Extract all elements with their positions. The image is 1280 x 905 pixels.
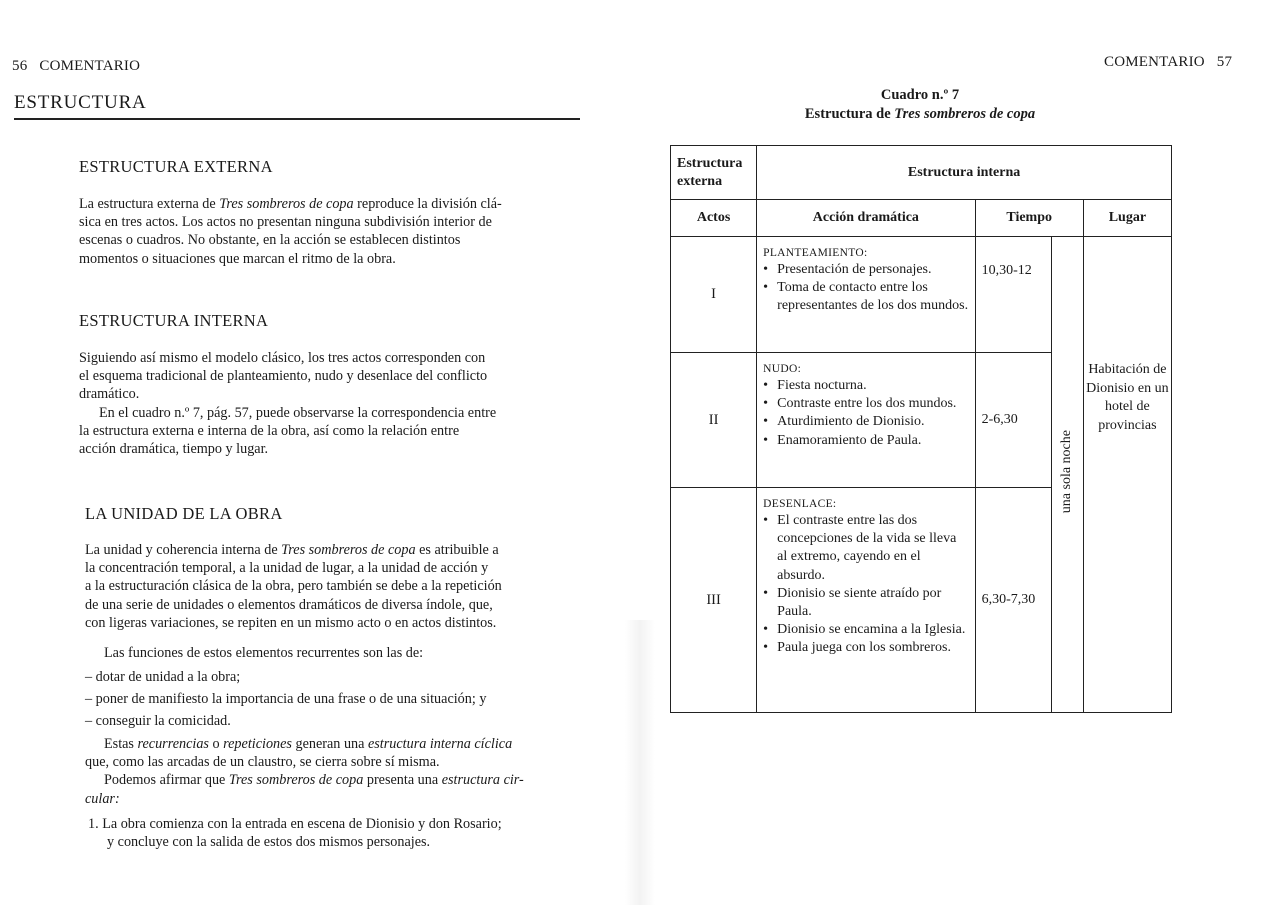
table-row (671, 237, 1172, 353)
section-rule (14, 118, 580, 120)
unidad-p3-c: o (208, 736, 224, 752)
unidad-p1-l2: la concentración temporal, a la unidad de lugar, a la unidad de acción y (85, 560, 489, 577)
accion-item: • Paula juega con los sombreros. (763, 639, 968, 657)
right-running-header (1104, 54, 1232, 71)
header-estructura-interna: Estructura interna (757, 146, 1172, 200)
unidad-p4-c: presenta una (363, 772, 442, 789)
left-running-title: COMENTARIO (39, 58, 141, 74)
externa-line-4: momentos o situaciones que marcan el ritmo de la obra. (79, 250, 396, 267)
accion-item: • Fiesta nocturna. (763, 377, 968, 395)
caption-line-2a: Estructura de (804, 106, 895, 122)
accion-item: • El contraste entre las dos concepciones de la vida se lleva al extremo, cayendo en el absurdo. (763, 512, 968, 585)
unidad-item-1 (88, 815, 502, 851)
interna-paragraph (79, 349, 584, 458)
right-page-number: 57 (1216, 54, 1233, 70)
accion-title: NUDO: (763, 363, 802, 375)
unidad-p4-a: Podemos afirmar que (104, 772, 229, 789)
header-lugar: Lugar (1083, 200, 1171, 237)
accion-cell (757, 488, 975, 713)
unidad-p1-title: Tres sombreros de copa (281, 542, 416, 558)
tiempo-cell: 2-6,30 (975, 353, 1051, 488)
unidad-p1-l3: a la estructuración clásica de la obra, pero también se debe a la repetición (85, 578, 502, 595)
table-header-row-2 (671, 200, 1172, 237)
table-header-row-1 (671, 146, 1172, 200)
page-gutter (625, 620, 655, 905)
unidad-p1-l1a: La unidad y coherencia interna de (85, 542, 282, 558)
una-sola-noche-label: una sola noche (1059, 430, 1075, 514)
unidad-item1-l1: 1. La obra comienza con la entrada en escena de Dionisio y don Rosario; (88, 816, 502, 832)
unidad-paragraph (85, 541, 587, 632)
externa-line-3: escenas o cuadros. No obstante, en la acción se establecen distintos (79, 232, 461, 249)
externa-text-1: La estructura externa de (79, 196, 220, 212)
interna-p1-l1: Siguiendo así mismo el modelo clásico, los tres actos corresponden con (79, 350, 486, 366)
header-estructura-externa: Estructura externa (671, 146, 757, 200)
unidad-p3 (85, 735, 587, 808)
lugar-cell: Habitación de Dionisio en un hotel de provincias (1083, 237, 1171, 713)
tiempo-cell: 10,30-12 (975, 237, 1051, 353)
table-caption (720, 86, 1120, 124)
externa-text-2: reproduce la división clá- (353, 196, 502, 212)
accion-cell (757, 237, 975, 353)
interna-p1-l3: dramático. (79, 386, 140, 403)
header-accion: Acción dramática (757, 200, 975, 237)
section-title: ESTRUCTURA (14, 92, 147, 113)
interna-heading: ESTRUCTURA INTERNA (79, 311, 269, 330)
structure-table (670, 145, 1172, 713)
interna-p2-l1: En el cuadro n.º 7, pág. 57, puede observarse la correspondencia entre (99, 404, 497, 421)
tiempo-cell: 6,30-7,30 (975, 488, 1051, 713)
unidad-p3-e: generan una (291, 736, 368, 752)
unidad-p3-a: Estas (104, 736, 138, 752)
accion-item: • Dionisio se encamina a la Iglesia. (763, 621, 968, 639)
left-page-number: 56 (12, 58, 28, 74)
accion-item: • Contraste entre los dos mundos. (763, 395, 968, 413)
unidad-p3-l2: que, como las arcadas de un claustro, se cierra sobre sí misma. (85, 754, 440, 771)
unidad-heading: LA UNIDAD DE LA OBRA (85, 504, 283, 523)
caption-line-1: Cuadro n.º 7 (880, 87, 960, 103)
externa-heading: ESTRUCTURA EXTERNA (79, 157, 273, 176)
acto-cell: II (671, 353, 757, 488)
accion-item: • Toma de contacto entre los representantes de los dos mundos. (763, 279, 968, 315)
left-running-header (12, 58, 140, 75)
accion-title: PLANTEAMIENTO: (763, 247, 868, 259)
unidad-item1-l2: y concluye con la salida de estos dos mismos personajes. (107, 834, 431, 851)
header-actos: Actos (671, 200, 757, 237)
unidad-p3-d: repeticiones (223, 736, 292, 752)
accion-item: • Dionisio se siente atraído por Paula. (763, 585, 968, 621)
header-tiempo: Tiempo (975, 200, 1083, 237)
unidad-p3-f: estructura interna cíclica (367, 736, 513, 752)
noche-cell (1051, 237, 1083, 713)
unidad-dash-2: – poner de manifiesto la importancia de una frase o de una situación; y (85, 691, 487, 707)
acto-cell: I (671, 237, 757, 353)
externa-title-italic: Tres sombreros de copa (219, 196, 354, 212)
accion-item: • Aturdimiento de Dionisio. (763, 413, 968, 431)
acto-cell: III (671, 488, 757, 713)
unidad-p4-l2: cular: (85, 790, 120, 807)
caption-title-italic: Tres sombreros de copa (894, 106, 1036, 122)
unidad-dash-3: – conseguir la comicidad. (85, 713, 231, 729)
interna-p2-l3: acción dramática, tiempo y lugar. (79, 441, 269, 458)
interna-p1-l2: el esquema tradicional de planteamiento, nudo y desenlace del conflicto (79, 368, 488, 385)
accion-title: DESENLACE: (763, 498, 837, 510)
unidad-p4-b: Tres sombreros de copa (228, 772, 364, 789)
interna-p2-l2: la estructura externa e interna de la obra, así como la relación entre (79, 422, 460, 439)
unidad-p1-l5: con ligeras variaciones, se repiten en un mismo acto o en actos distintos. (85, 614, 497, 631)
unidad-p1-l1c: es atribuible a (415, 542, 499, 558)
unidad-p4-d: estructura cir- (441, 772, 524, 789)
unidad-p3-b: recurrencias (137, 736, 209, 752)
accion-item: • Enamoramiento de Paula. (763, 432, 968, 450)
externa-line-2: sica en tres actos. Los actos no presentan ninguna subdivisión interior de (79, 214, 492, 231)
accion-cell (757, 353, 975, 488)
unidad-dash-1: – dotar de unidad a la obra; (85, 669, 241, 685)
externa-paragraph (79, 195, 581, 268)
right-running-title: COMENTARIO (1104, 54, 1205, 70)
unidad-p2: Las funciones de estos elementos recurrentes son las de: (104, 645, 424, 661)
accion-item: • Presentación de personajes. (763, 261, 968, 279)
unidad-p1-l4: de una serie de unidades o elementos dramáticos de diversa índole, que, (85, 596, 493, 613)
